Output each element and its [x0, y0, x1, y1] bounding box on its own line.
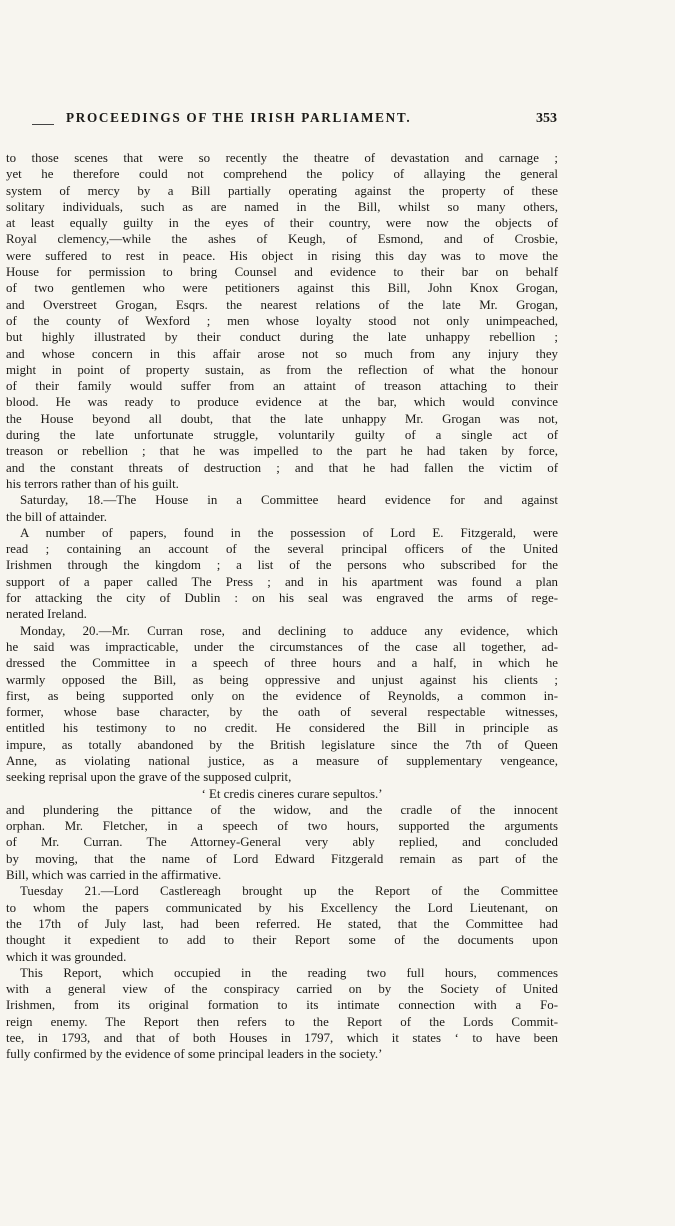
text-line: Saturday, 18.—The House in a Committee heard evidence for and against — [20, 493, 558, 508]
text-line: yet he therefore could not comprehend the policy of allaying the general — [6, 167, 558, 182]
text-line: Irishmen, from its original formation to its intimate connection with a Fo- — [6, 998, 558, 1013]
text-line: the bill of attainder. — [6, 509, 107, 524]
text-line: Tuesday 21.—Lord Castlereagh brought up the Report of the Committee — [20, 884, 558, 899]
text-line: to those scenes that were so recently the theatre of devastation and carnage ; — [6, 151, 558, 165]
text-line: were suffered to rest in peace. His object in rising this day was to move the — [6, 248, 558, 263]
text-line: reign enemy. The Report then refers to the Report of the Lords Commit- — [6, 1014, 558, 1029]
text-line: support of a paper called The Press ; and in his apartment was found a plan — [6, 574, 558, 589]
text-line: tee, in 1793, and that of both Houses in 1797, which it states ‘ to have been — [6, 1031, 558, 1046]
text-line: of the county of Wexford ; men whose loyalty stood not only unimpeached, — [6, 313, 558, 328]
text-line: dressed the Committee in a speech of three hours and a half, in which he — [6, 656, 558, 671]
text-line: and plundering the pittance of the widow, and the cradle of the innocent — [6, 802, 558, 817]
text-line: blood. He was ready to produce evidence at the bar, which would convince — [6, 395, 558, 410]
latin-quotation: ‘ Et credis cineres curare sepultos.’ — [201, 786, 383, 801]
text-line: the House beyond all doubt, that the late unhappy Mr. Grogan was not, — [6, 411, 558, 426]
text-line: Royal clemency,—while the ashes of Keugh, of Esmond, and of Crosbie, — [6, 232, 558, 247]
text-line: nerated Ireland. — [6, 607, 87, 622]
text-line: first, as being supported only on the evidence of Reynolds, a common in- — [6, 688, 558, 703]
text-line: his terrors rather than of his guilt. — [6, 476, 179, 491]
text-line: former, whose base character, by the oath of several respectable witnesses, — [6, 705, 558, 720]
text-line: during the late unfortunate struggle, voluntarily guilty of a single act of — [6, 428, 558, 443]
text-line: warmly opposed the Bill, as being oppressive and unjust against his clients ; — [6, 672, 558, 687]
text-line: Bill, which was carried in the affirmative. — [6, 868, 222, 883]
text-line: by moving, that the name of Lord Edward Fitzgerald remain as part of the — [6, 851, 558, 866]
text-line: to whom the papers communicated by his Excellency the Lord Lieutenant, on — [6, 900, 558, 915]
text-line: treason or rebellion ; that he was impelled to the part he had taken by force, — [6, 444, 558, 459]
text-line: of two gentlemen who were petitioners against this Bill, John Knox Grogan, — [6, 281, 558, 296]
text-line: read ; containing an account of the several principal officers of the United — [6, 542, 558, 557]
text-line: seeking reprisal upon the grave of the supposed culprit, — [6, 770, 292, 785]
header-rule — [32, 124, 54, 125]
text-line: and the constant threats of destruction ; and that he had fallen the victim of — [6, 460, 558, 475]
text-line: thought it expedient to add to their Report some of the documents upon — [6, 933, 558, 948]
text-line: but highly illustrated by their conduct during the late unhappy rebellion ; — [6, 330, 558, 345]
text-line: solitary individuals, such as are named in the Bill, whilst so many others, — [6, 199, 558, 214]
text-line: impure, as totally abandoned by the British legislature since the 7th of Queen — [6, 737, 558, 752]
text-line: of their family would suffer from an attaint of treason attaching to their — [6, 379, 558, 394]
text-line: at least equally guilty in the eyes of their country, were now the objects of — [6, 216, 558, 231]
running-title: PROCEEDINGS OF THE IRISH PARLIAMENT. — [66, 110, 412, 125]
text-line: with a general view of the conspiracy carried on by the Society of United — [6, 982, 558, 997]
text-line: House for permission to bring Counsel and evidence to their bar on behalf — [6, 265, 558, 280]
text-line: of Mr. Curran. The Attorney-General very ably replied, and concluded — [6, 835, 558, 850]
page-number: 353 — [536, 111, 557, 126]
text-line: might in point of property sustain, as from the reflection of what the honour — [6, 362, 558, 377]
text-line: Monday, 20.—Mr. Curran rose, and declining to adduce any evidence, which — [20, 623, 558, 638]
text-line: which it was grounded. — [6, 949, 127, 964]
page-header — [0, 102, 675, 136]
text-line: This Report, which occupied in the reading two full hours, commences — [20, 965, 558, 980]
text-line: system of mercy by a Bill partially operating against the property of these — [6, 183, 558, 198]
text-line: fully confirmed by the evidence of some principal leaders in the society.’ — [6, 1047, 383, 1062]
text-line: and Overstreet Grogan, Esqrs. the nearest relations of the late Mr. Grogan, — [6, 297, 558, 312]
text-line: Irishmen through the kingdom ; a list of the persons who subscribed for the — [6, 558, 558, 573]
body-text — [6, 150, 558, 1063]
text-line: he said was impracticable, under the circumstances of the case all together, ad- — [6, 639, 558, 654]
text-line: orphan. Mr. Fletcher, in a speech of two hours, supported the arguments — [6, 819, 558, 834]
text-line: A number of papers, found in the possession of Lord E. Fitzgerald, were — [20, 525, 558, 540]
text-line: and whose concern in this affair arose not so much from any injury they — [6, 346, 558, 361]
text-line: for attacking the city of Dublin : on his seal was engraved the arms of rege- — [6, 591, 558, 606]
text-line: Anne, as violating national justice, as a measure of supplementary vengeance, — [6, 753, 558, 768]
text-line: the 17th of July last, had been referred. He stated, that the Committee had — [6, 916, 558, 931]
text-line: entitled his testimony to no credit. He considered the Bill in principle as — [6, 721, 558, 736]
